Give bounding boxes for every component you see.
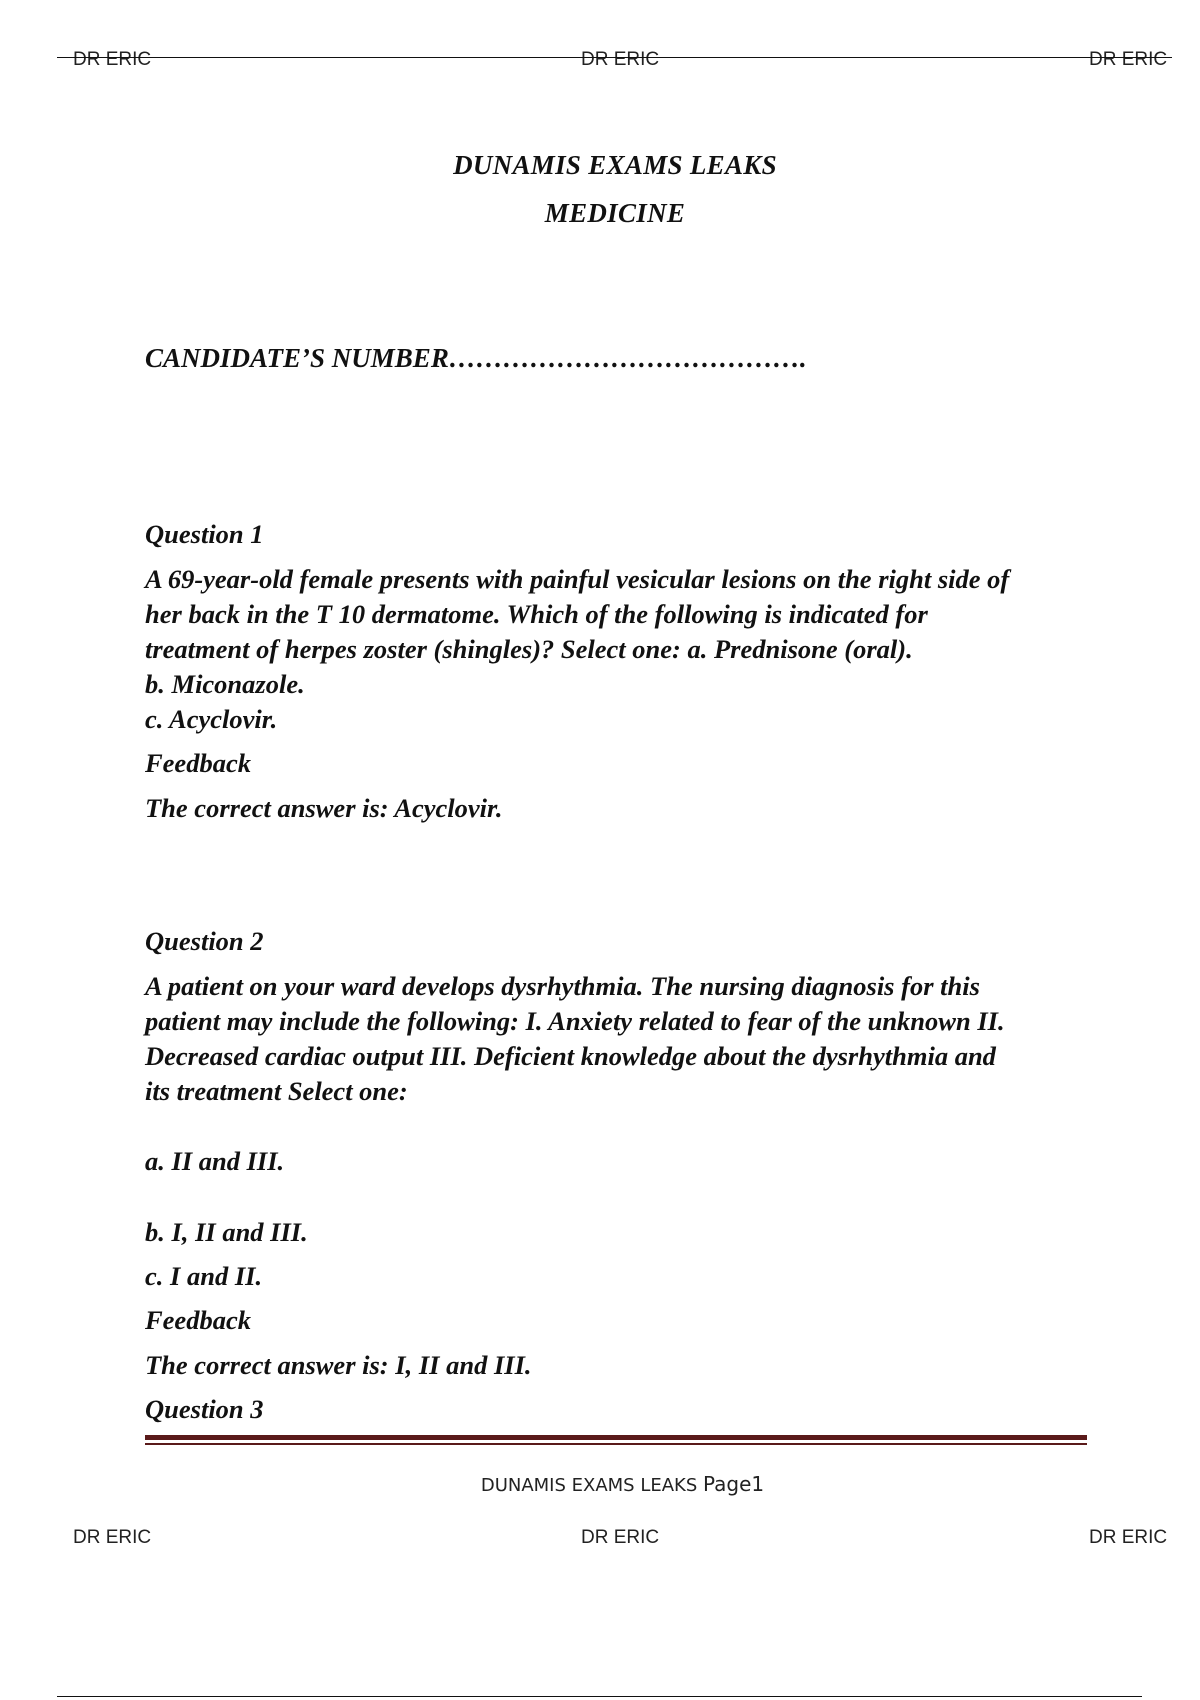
question-2-feedback-label: Feedback	[145, 1305, 251, 1335]
header-watermark-right: DR ERIC	[1089, 49, 1168, 70]
page-number: Page1	[703, 1472, 765, 1496]
question-1-stem-line: her back in the T 10 dermatome. Which of the following is indicated for	[145, 599, 928, 629]
footer-title: DUNAMIS EXAMS LEAKS	[480, 1475, 703, 1496]
question-2-stem-line: its treatment Select one:	[145, 1076, 408, 1106]
question-1-stem	[145, 562, 1085, 737]
footer-watermark-left: DR ERIC	[73, 1527, 152, 1548]
question-2-option-b: b. I, II and III.	[145, 1217, 308, 1247]
question-2-answer: The correct answer is: I, II and III.	[145, 1350, 532, 1380]
question-2-stem-line: A patient on your ward develops dysrhythmia. The nursing diagnosis for this	[145, 971, 980, 1001]
candidate-number-field: CANDIDATE’S NUMBER………………………………….	[145, 343, 807, 373]
footer-rule-thin	[145, 1443, 1087, 1445]
footer-watermark-right: DR ERIC	[1089, 1527, 1168, 1548]
header-watermark-row	[0, 49, 1200, 79]
footer-watermark-row	[0, 1527, 1200, 1557]
page-footer	[0, 1472, 1200, 1496]
question-2-stem	[145, 969, 1085, 1109]
footer-rule-thick	[145, 1435, 1087, 1440]
question-1-option-c: c. Acyclovir.	[145, 704, 278, 734]
question-1-option-b: b. Miconazole.	[145, 669, 305, 699]
question-1-stem-line: treatment of herpes zoster (shingles)? Select one: a. Prednisone (oral).	[145, 634, 913, 664]
question-2-option-a: a. II and III.	[145, 1146, 285, 1176]
question-1-heading: Question 1	[145, 519, 264, 549]
question-2-heading: Question 2	[145, 926, 264, 956]
document-subtitle: MEDICINE	[544, 198, 686, 228]
question-3-heading: Question 3	[145, 1394, 264, 1424]
header-watermark-left: DR ERIC	[73, 49, 152, 70]
footer-watermark-center: DR ERIC	[581, 1527, 660, 1548]
header-rule	[57, 57, 1172, 58]
document-title: DUNAMIS EXAMS LEAKS	[453, 150, 777, 180]
header-watermark-center: DR ERIC	[581, 49, 660, 70]
page-bottom-rule	[57, 1696, 1142, 1697]
question-2-stem-line: Decreased cardiac output III. Deficient knowledge about the dysrhythmia and	[145, 1041, 996, 1071]
question-2-stem-line: patient may include the following: I. Anxiety related to fear of the unknown II.	[145, 1006, 1005, 1036]
question-1-stem-line: A 69-year-old female presents with painful vesicular lesions on the right side of	[145, 564, 1010, 594]
question-2-option-c: c. I and II.	[145, 1261, 263, 1291]
question-1-answer: The correct answer is: Acyclovir.	[145, 793, 503, 823]
question-1-feedback-label: Feedback	[145, 748, 251, 778]
